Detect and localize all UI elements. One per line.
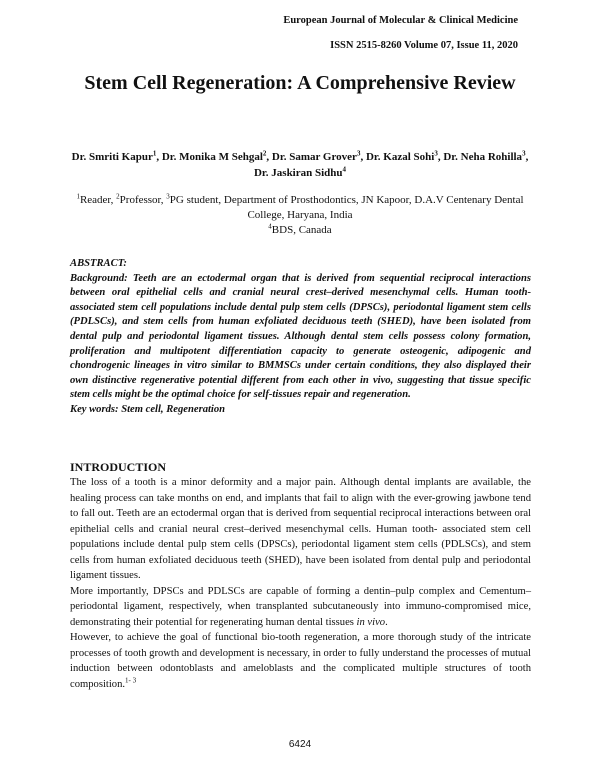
intro-italic-term: in vivo: [356, 616, 386, 628]
affiliation-line-main: [70, 193, 530, 223]
author-separator: ,: [437, 151, 444, 163]
affiliation-text: Reader,: [79, 194, 117, 206]
intro-text: However, to achieve the goal of functional bio-tooth regeneration, a more thorough study of the intricate processes of tooth growth and development is necessary, in order to fully understand the processes of mutual induction between odontoblasts and ameloblasts and the complicated multiple structures of tooth composition.: [70, 632, 531, 690]
issn-volume-issue: ISSN 2515-8260 Volume 07, Issue 11, 2020: [330, 40, 518, 51]
abstract: [70, 257, 531, 418]
author-affiliation-mark: 1: [152, 149, 157, 158]
page-number: 6424: [288, 739, 312, 750]
affiliation-mark: 3: [166, 192, 170, 201]
author-affiliation-mark: 3: [522, 149, 526, 158]
abstract-keywords: Key words: Stem cell, Regeneration: [70, 403, 226, 415]
author-name: Dr. Jaskiran Sidhu: [253, 167, 343, 179]
author-affiliation-mark: 3: [434, 149, 438, 158]
affiliation-text: BDS, Canada: [271, 224, 332, 236]
author-name: Dr. Monika M Sehgal: [161, 151, 263, 163]
affiliation-text: Professor,: [119, 194, 167, 206]
affiliation-text: PG student, Department of Prosthodontics, JN Kapoor, D.A.V Centenary Dental College, Haryana, India: [169, 194, 524, 221]
affiliation-mark: 2: [116, 192, 120, 201]
author-affiliation-mark: 3: [356, 149, 361, 158]
intro-text: .: [385, 616, 388, 628]
author-name: Dr. Neha Rohilla: [443, 151, 523, 163]
author-name: Dr. Smriti Kapur: [71, 151, 153, 163]
author-separator: ,: [156, 151, 162, 163]
author-affiliation-mark: 2: [262, 149, 267, 158]
affiliation-line-canada: [70, 223, 530, 238]
intro-paragraph: [70, 630, 531, 692]
abstract-background: Background: Teeth are an ectodermal organ that is derived from sequential reciprocal interactions between oral epithelial cells and cranial neural crest–derived mesenchymal cells. Human tooth- associated stem cell populations include dental pulp stem cells (DPSCs), periodontal ligament stem cells (PDLSCs), and stem cells from human exfoliated deciduous teeth (SHED), have been isolated from dental pulp and periodontal ligament tissues. Although dental stem cells possess colony formation, proliferation and multipotent differentiation capacity to generate osteogenic, adipogenic and chondrogenic lineages in vitro similar to BMMSCs under certain conditions, they also displayed their own distinctive regenerative potential different from each other in vivo, suggesting that tissue specific stem cells might be the optimal choice for self-tissues repair and regeneration.: [70, 272, 531, 401]
abstract-heading: ABSTRACT:: [70, 258, 127, 269]
author-separator: ,: [525, 151, 529, 163]
author-name: Dr. Samar Grover: [271, 151, 357, 163]
author-name: Dr. Kazal Sohi: [365, 151, 435, 163]
intro-text: More importantly, DPSCs and PDLSCs are capable of forming a dentin–pulp complex and Cementum–periodontal ligament, respectively, when transplanted subcutaneously into immuno-compromised mice, demonstrating their potential for regenerating human dental tissues: [70, 585, 531, 628]
author-list: [70, 149, 530, 181]
affiliations: [70, 193, 530, 238]
introduction-body: [70, 475, 531, 692]
intro-paragraph: The loss of a tooth is a minor deformity and a major pain. Although dental implants are available, the healing process can take months on end, and implants that fail to align with the ever-growing jawbone tend to fall out. Teeth are an ectodermal organ that is derived from sequential reciprocal interactions between oral epithelial cells and cranial neural crest–derived mesenchymal cells. Human tooth- associated stem cell populations include dental pulp stem cells (DPSCs), periodontal ligament stem cells (PDLSCs), and stem cells from human exfoliated deciduous teeth (SHED), have been isolated from dental pulp and periodontal ligament tissues.: [70, 477, 531, 581]
intro-paragraph: [70, 584, 531, 631]
paper-title: Stem Cell Regeneration: A Comprehensive Review: [84, 72, 516, 94]
author-separator: ,: [360, 151, 366, 163]
affiliation-mark: 4: [268, 222, 272, 231]
author-affiliation-mark: 4: [342, 165, 347, 174]
author-separator: ,: [266, 151, 272, 163]
section-heading-introduction: INTRODUCTION: [70, 460, 167, 474]
citation-mark: 1- 3: [125, 675, 137, 684]
journal-name: European Journal of Molecular & Clinical Medicine: [283, 15, 518, 26]
affiliation-mark: 1: [76, 192, 80, 201]
